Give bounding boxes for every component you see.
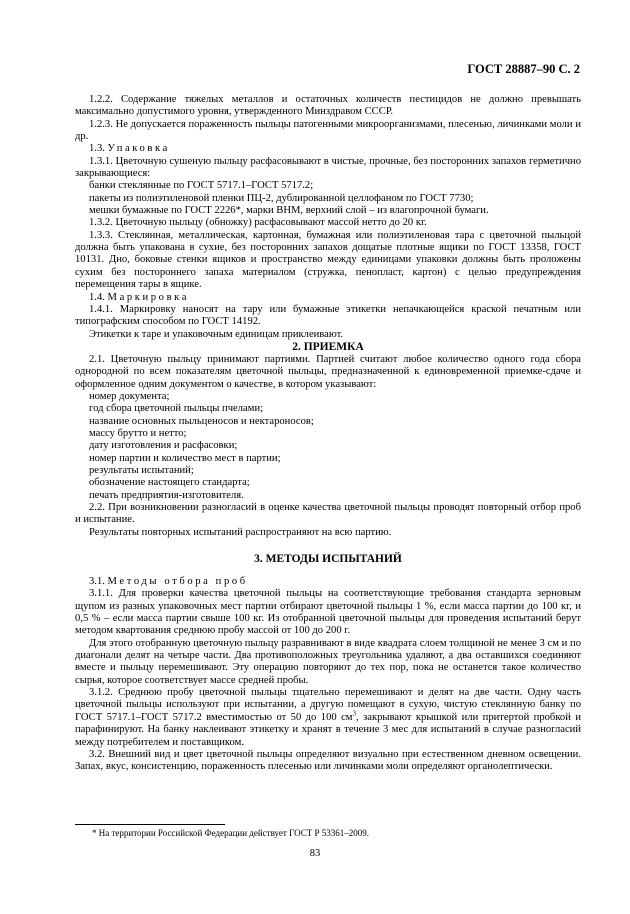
clause-1-3-1: 1.3.1. Цветочную сушеную пыльцу расфасовывают в чистые, прочные, без посторонних запахов герметично закрывающиеся:	[75, 155, 581, 180]
clause-3-1-2	[75, 687, 581, 749]
heading-1-4-title: Маркировка	[107, 291, 190, 303]
clause-3-1-2-part-a: 3.1.2. Среднюю пробу цветочной пыльцы тщательно перемешивают и делят на две части. Одну часть цветочной пыльцы используют при испытании, а другую помещают в сухую, чистую стеклянную банку по ГОСТ 5717.1–ГОСТ 5717.2 вместимостью от 50 до 100 см	[75, 687, 581, 723]
clause-3-1-2-part-b: , закрывают крышкой или притертой пробкой и парафинируют. На банку наклеивают этикетку и хранят в течение 3 мес для испытаний в случае разногласий между потребителем и поставщиком.	[75, 711, 581, 748]
clause-3-1-1-b: Для этого отобранную цветочную пыльцу разравнивают в виде квадрата слоем толщиной не менее 3 см и по диагонали делят на четыре части. Два противоположных треугольника удаляют, а два оставшихся соединяют вместе и пыльцу перемешивают. Эту операцию повторяют до тех пор, пока не останется такое количество сырья, которое соответствует массе средней пробы.	[75, 637, 581, 686]
clause-1-4-1: 1.4.1. Маркировку наносят на тару или бумажные этикетки непачкающейся краской печатным или типографским способом по ГОСТ 14192.	[75, 303, 581, 328]
clause-1-2-2: 1.2.2. Содержание тяжелых металлов и остаточных количеств пестицидов не должно превышать максимально допустимого уровня, утвержденного Минздравом СССР.	[75, 94, 581, 118]
list-item: результаты испытаний;	[89, 464, 194, 476]
clause-2-2: 2.2. При возникновении разногласий в оценке качества цветочной пыльцы проводят повторный отбор проб и испытание.	[75, 502, 581, 526]
clause-1-3-2: 1.3.2. Цветочную пыльцу (обножку) расфасовывают массой нетто до 20 кг.	[89, 217, 427, 229]
clause-3-1-1: 3.1.1. Для проверки качества цветочной пыльцы на соответствующие требования стандарта зерновым щупом из разных упаковочных мест партии отбирают цветочной пыльцы 1 %, если масса партии до 100 кг, и 0,5 % – если масса партии свыше 100 кг. Из отобранной цветочной пыльцы для проведения испытаний берут методом квартования среднюю пробу массой от 100 до 200 г.	[75, 588, 581, 637]
list-item: массу брутто и нетто;	[89, 427, 187, 439]
list-item: название основных пыльценосов и нектароносов;	[89, 415, 314, 427]
list-item: номер документа;	[89, 390, 170, 402]
superscript: 3	[352, 709, 356, 718]
list-item: печать предприятия-изготовителя.	[89, 489, 244, 501]
clause-2-1: 2.1. Цветочную пыльцу принимают партиями. Партией считают любое количество одного года сбора однородной по всем показателям цветочной пыльцы, предназначенной к единовременной приемке-сдаче и оформленное одним документом о качестве, в котором указывают:	[75, 353, 581, 390]
document-body	[75, 94, 581, 774]
clause-1-3-3: 1.3.3. Стеклянная, металлическая, картонная, бумажная или полиэтиленовая тара с цветочной пыльцой должна быть упакована в сухие, без посторонних запахов дощатые плотные ящики по ГОСТ 13358, ГОСТ 10131. Дно, боковые стенки ящиков и пространство между единицами упаковки должны быть проложены сухим без постороннего запаха материалом (стружка, пенопласт, картон) с целью предупреждения перемещения тары в ящике.	[75, 229, 581, 291]
page-number: 83	[309, 848, 321, 859]
footnote: * На территории Российской Федерации действует ГОСТ Р 53361–2009.	[92, 828, 369, 838]
clause-1-2-3: 1.2.3. Не допускается пораженность пыльцы патогенными микроорганизмами, плесенью, личинками моли и др.	[75, 118, 581, 143]
list-item: обозначение настоящего стандарта;	[89, 477, 250, 489]
heading-3-1-title: Методы отбора проб	[107, 576, 248, 588]
heading-1-4	[75, 292, 581, 304]
heading-1-4-number: 1.4.	[89, 291, 105, 303]
clause-3-2: 3.2. Внешний вид и цвет цветочной пыльцы определяют визуально при естественном дневном освещении. Запах, вкус, консистенцию, пораженность плесенью или личинками моли определяют органолептически.	[75, 748, 581, 773]
clause-1-4-1-b: Этикетки к таре и упаковочным единицам приклеивают.	[89, 328, 344, 340]
list-item: номер партии и количество мест в партии;	[89, 452, 281, 464]
section-2-title: 2. ПРИЕМКА	[292, 340, 364, 353]
pack-item: банки стеклянные по ГОСТ 5717.1–ГОСТ 5717.2;	[89, 180, 314, 192]
page-header: ГОСТ 28887–90 С. 2	[467, 62, 580, 76]
footnote-rule	[75, 824, 225, 825]
section-3-title: 3. МЕТОДЫ ИСПЫТАНИЙ	[254, 553, 402, 566]
heading-1-3-title: Упаковка	[107, 143, 170, 155]
heading-1-3	[75, 143, 581, 155]
clause-2-2-b: Результаты повторных испытаний распространяют на всю партию.	[89, 526, 392, 538]
pack-item: мешки бумажные по ГОСТ 2226*, марки ВНМ, верхний слой – из влагопрочной бумаги.	[89, 205, 489, 217]
pack-item: пакеты из полиэтиленовой пленки ПЦ-2, дублированной целлофаном по ГОСТ 7730;	[89, 192, 474, 204]
heading-1-3-number: 1.3.	[89, 143, 105, 155]
list-item: дату изготовления и расфасовки;	[89, 440, 238, 452]
list-item: год сбора цветочной пыльцы пчелами;	[89, 403, 264, 415]
heading-3-1	[75, 576, 581, 588]
heading-3-1-number: 3.1.	[89, 576, 105, 588]
